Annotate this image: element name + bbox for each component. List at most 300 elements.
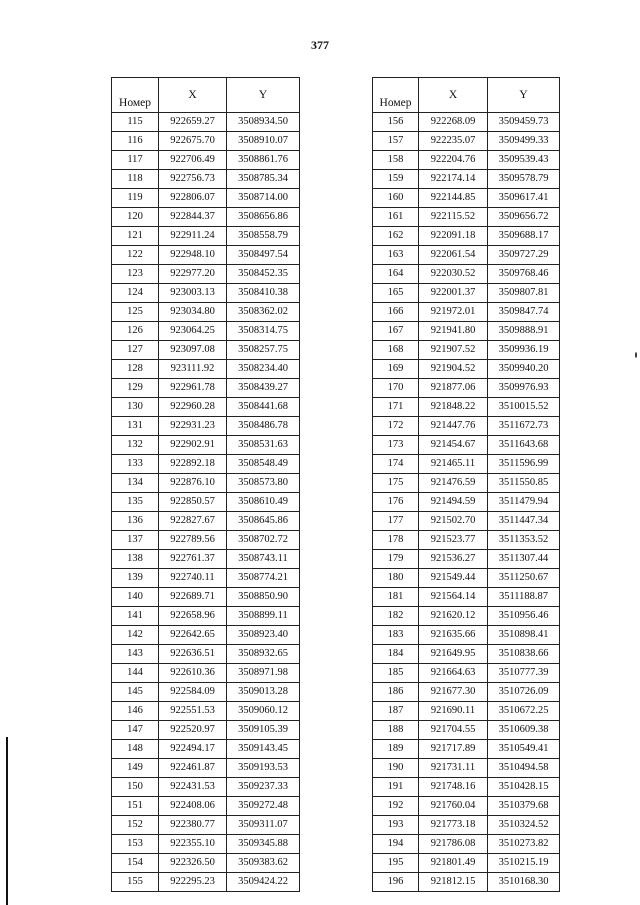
- cell-number: 120: [112, 208, 159, 227]
- cell-y: 3508548.49: [227, 455, 300, 474]
- table-row: [373, 151, 560, 170]
- table-row: [112, 151, 300, 170]
- cell-x: 921664.63: [419, 664, 488, 683]
- table-row: [112, 645, 300, 664]
- cell-x: 921907.52: [419, 341, 488, 360]
- cell-y: 3509311.07: [227, 816, 300, 835]
- cell-x: 923034.80: [159, 303, 227, 322]
- table-row: [112, 550, 300, 569]
- cell-number: 187: [373, 702, 419, 721]
- cell-x: 922584.09: [159, 683, 227, 702]
- cell-number: 141: [112, 607, 159, 626]
- table-row: [373, 778, 560, 797]
- table-row: [373, 132, 560, 151]
- cell-y: 3508497.54: [227, 246, 300, 265]
- cell-y: 3509193.53: [227, 759, 300, 778]
- cell-x: 921801.49: [419, 854, 488, 873]
- cell-y: 3508531.63: [227, 436, 300, 455]
- cell-x: 921536.27: [419, 550, 488, 569]
- cell-y: 3509617.41: [488, 189, 560, 208]
- table-row: [373, 702, 560, 721]
- cell-y: 3508971.98: [227, 664, 300, 683]
- table-row: [373, 740, 560, 759]
- table-row: [373, 531, 560, 550]
- cell-number: 161: [373, 208, 419, 227]
- cell-number: 193: [373, 816, 419, 835]
- cell-y: 3509499.33: [488, 132, 560, 151]
- cell-number: 138: [112, 550, 159, 569]
- cell-x: 921502.70: [419, 512, 488, 531]
- cell-y: 3509976.93: [488, 379, 560, 398]
- table-row: [112, 797, 300, 816]
- table-row: [373, 227, 560, 246]
- table-row: [112, 189, 300, 208]
- cell-number: 167: [373, 322, 419, 341]
- cell-y: 3510494.58: [488, 759, 560, 778]
- cell-number: 140: [112, 588, 159, 607]
- table-row: [112, 322, 300, 341]
- cell-y: 3510549.41: [488, 740, 560, 759]
- cell-x: 922204.76: [419, 151, 488, 170]
- cell-x: 922659.27: [159, 113, 227, 132]
- table-row: [373, 759, 560, 778]
- table-row: [112, 512, 300, 531]
- table-row: [373, 664, 560, 683]
- cell-x: 922326.50: [159, 854, 227, 873]
- table-row: [112, 531, 300, 550]
- cell-x: 922850.57: [159, 493, 227, 512]
- table-header-row: [373, 78, 560, 113]
- table-row: [112, 284, 300, 303]
- table-row: [373, 607, 560, 626]
- cell-y: 3509143.45: [227, 740, 300, 759]
- table-row: [373, 797, 560, 816]
- cell-y: 3508899.11: [227, 607, 300, 626]
- cell-x: 921760.04: [419, 797, 488, 816]
- cell-y: 3508362.02: [227, 303, 300, 322]
- table-row: [112, 303, 300, 322]
- page-number: 377: [311, 38, 329, 52]
- cell-number: 186: [373, 683, 419, 702]
- cell-y: 3509940.20: [488, 360, 560, 379]
- cell-y: 3509888.91: [488, 322, 560, 341]
- table-row: [112, 683, 300, 702]
- cell-x: 921454.67: [419, 436, 488, 455]
- cell-y: 3508774.21: [227, 569, 300, 588]
- cell-y: 3511188.87: [488, 588, 560, 607]
- cell-x: 921731.11: [419, 759, 488, 778]
- cell-number: 127: [112, 341, 159, 360]
- table-row: [112, 398, 300, 417]
- cell-x: 922827.67: [159, 512, 227, 531]
- cell-number: 148: [112, 740, 159, 759]
- cell-x: 921549.44: [419, 569, 488, 588]
- cell-x: 922431.53: [159, 778, 227, 797]
- table-row: [112, 246, 300, 265]
- cell-number: 195: [373, 854, 419, 873]
- cell-number: 179: [373, 550, 419, 569]
- cell-x: 922268.09: [419, 113, 488, 132]
- cell-x: 922948.10: [159, 246, 227, 265]
- cell-x: 921748.16: [419, 778, 488, 797]
- cell-y: 3510215.19: [488, 854, 560, 873]
- cell-y: 3511307.44: [488, 550, 560, 569]
- table-row: [373, 873, 560, 892]
- cell-y: 3508486.78: [227, 417, 300, 436]
- cell-number: 137: [112, 531, 159, 550]
- table-row: [373, 417, 560, 436]
- table-row: [112, 360, 300, 379]
- cell-number: 136: [112, 512, 159, 531]
- cell-x: 922030.52: [419, 265, 488, 284]
- table-row: [112, 227, 300, 246]
- table-row: [112, 626, 300, 645]
- cell-x: 923097.08: [159, 341, 227, 360]
- cell-y: 3508934.50: [227, 113, 300, 132]
- cell-y: 3508645.86: [227, 512, 300, 531]
- cell-x: 922931.23: [159, 417, 227, 436]
- cell-x: 921635.66: [419, 626, 488, 645]
- cell-x: 921717.89: [419, 740, 488, 759]
- table-row: [373, 645, 560, 664]
- cell-y: 3509807.81: [488, 284, 560, 303]
- coordinates-table-right: [372, 77, 560, 892]
- table-header-row: [112, 78, 300, 113]
- cell-y: 3508257.75: [227, 341, 300, 360]
- cell-y: 3510838.66: [488, 645, 560, 664]
- cell-y: 3510777.39: [488, 664, 560, 683]
- cell-y: 3508923.40: [227, 626, 300, 645]
- header-y: Y: [488, 78, 560, 113]
- cell-number: 150: [112, 778, 159, 797]
- cell-number: 129: [112, 379, 159, 398]
- cell-number: 177: [373, 512, 419, 531]
- table-row: [373, 721, 560, 740]
- cell-x: 922844.37: [159, 208, 227, 227]
- cell-number: 142: [112, 626, 159, 645]
- cell-y: 3509345.88: [227, 835, 300, 854]
- cell-x: 921677.30: [419, 683, 488, 702]
- cell-number: 180: [373, 569, 419, 588]
- table-row: [112, 341, 300, 360]
- cell-y: 3509727.29: [488, 246, 560, 265]
- cell-x: 923064.25: [159, 322, 227, 341]
- cell-y: 3511447.34: [488, 512, 560, 531]
- cell-number: 157: [373, 132, 419, 151]
- table-row: [112, 702, 300, 721]
- cell-x: 922001.37: [419, 284, 488, 303]
- cell-x: 921972.01: [419, 303, 488, 322]
- scan-edge-mark: [6, 737, 8, 905]
- cell-x: 921786.08: [419, 835, 488, 854]
- cell-x: 922689.71: [159, 588, 227, 607]
- cell-number: 181: [373, 588, 419, 607]
- cell-y: 3510379.68: [488, 797, 560, 816]
- cell-number: 149: [112, 759, 159, 778]
- cell-x: 922892.18: [159, 455, 227, 474]
- cell-number: 139: [112, 569, 159, 588]
- cell-number: 182: [373, 607, 419, 626]
- header-y: Y: [227, 78, 300, 113]
- cell-number: 172: [373, 417, 419, 436]
- cell-x: 922761.37: [159, 550, 227, 569]
- table-row: [112, 854, 300, 873]
- table-row: [112, 664, 300, 683]
- cell-x: 921690.11: [419, 702, 488, 721]
- cell-x: 922144.85: [419, 189, 488, 208]
- table-row: [373, 436, 560, 455]
- cell-y: 3508410.38: [227, 284, 300, 303]
- cell-number: 191: [373, 778, 419, 797]
- cell-x: 922610.36: [159, 664, 227, 683]
- cell-number: 184: [373, 645, 419, 664]
- cell-y: 3508573.80: [227, 474, 300, 493]
- cell-y: 3510609.38: [488, 721, 560, 740]
- cell-x: 921620.12: [419, 607, 488, 626]
- cell-x: 921476.59: [419, 474, 488, 493]
- table-row: [112, 455, 300, 474]
- cell-y: 3508656.86: [227, 208, 300, 227]
- cell-number: 169: [373, 360, 419, 379]
- cell-number: 133: [112, 455, 159, 474]
- cell-y: 3509847.74: [488, 303, 560, 322]
- cell-x: 922806.07: [159, 189, 227, 208]
- table-row: [373, 493, 560, 512]
- cell-y: 3510672.25: [488, 702, 560, 721]
- cell-number: 117: [112, 151, 159, 170]
- cell-x: 922911.24: [159, 227, 227, 246]
- cell-x: 921848.22: [419, 398, 488, 417]
- table-row: [112, 436, 300, 455]
- cell-x: 922675.70: [159, 132, 227, 151]
- cell-y: 3511250.67: [488, 569, 560, 588]
- table-row: [373, 284, 560, 303]
- cell-number: 152: [112, 816, 159, 835]
- cell-y: 3509539.43: [488, 151, 560, 170]
- header-number: Номер: [373, 78, 419, 113]
- cell-number: 162: [373, 227, 419, 246]
- table-row: [373, 455, 560, 474]
- cell-number: 143: [112, 645, 159, 664]
- cell-y: 3508702.72: [227, 531, 300, 550]
- table-row: [112, 208, 300, 227]
- cell-y: 3510428.15: [488, 778, 560, 797]
- table-row: [112, 379, 300, 398]
- table-row: [112, 265, 300, 284]
- cell-number: 122: [112, 246, 159, 265]
- cell-number: 173: [373, 436, 419, 455]
- header-number: Номер: [112, 78, 159, 113]
- cell-x: 922235.07: [419, 132, 488, 151]
- cell-number: 165: [373, 284, 419, 303]
- cell-y: 3508441.68: [227, 398, 300, 417]
- table-row: [373, 683, 560, 702]
- table-row: [373, 398, 560, 417]
- cell-y: 3508439.27: [227, 379, 300, 398]
- cell-x: 922642.65: [159, 626, 227, 645]
- cell-x: 921465.11: [419, 455, 488, 474]
- table-row: [373, 569, 560, 588]
- table-row: [112, 607, 300, 626]
- table-row: [373, 626, 560, 645]
- cell-x: 921904.52: [419, 360, 488, 379]
- cell-number: 134: [112, 474, 159, 493]
- table-row: [373, 303, 560, 322]
- cell-y: 3508743.11: [227, 550, 300, 569]
- cell-x: 922789.56: [159, 531, 227, 550]
- cell-x: 921523.77: [419, 531, 488, 550]
- table-row: [112, 835, 300, 854]
- cell-number: 130: [112, 398, 159, 417]
- cell-x: 922740.11: [159, 569, 227, 588]
- cell-y: 3510273.82: [488, 835, 560, 854]
- cell-number: 125: [112, 303, 159, 322]
- table-row: [112, 569, 300, 588]
- table-row: [112, 113, 300, 132]
- cell-number: 126: [112, 322, 159, 341]
- cell-number: 158: [373, 151, 419, 170]
- table-row: [373, 816, 560, 835]
- table-row: [112, 170, 300, 189]
- cell-number: 160: [373, 189, 419, 208]
- cell-x: 922380.77: [159, 816, 227, 835]
- cell-x: 922961.78: [159, 379, 227, 398]
- table-row: [373, 208, 560, 227]
- cell-y: 3508558.79: [227, 227, 300, 246]
- cell-y: 3509768.46: [488, 265, 560, 284]
- cell-number: 170: [373, 379, 419, 398]
- cell-y: 3510898.41: [488, 626, 560, 645]
- cell-number: 188: [373, 721, 419, 740]
- cell-x: 922174.14: [419, 170, 488, 189]
- table-row: [373, 113, 560, 132]
- cell-y: 3508932.65: [227, 645, 300, 664]
- cell-y: 3509237.33: [227, 778, 300, 797]
- table-row: [373, 379, 560, 398]
- cell-number: 174: [373, 455, 419, 474]
- cell-number: 164: [373, 265, 419, 284]
- cell-y: 3509424.22: [227, 873, 300, 892]
- cell-y: 3508234.40: [227, 360, 300, 379]
- cell-number: 168: [373, 341, 419, 360]
- cell-number: 145: [112, 683, 159, 702]
- table-row: [373, 588, 560, 607]
- cell-x: 922902.91: [159, 436, 227, 455]
- cell-y: 3509383.62: [227, 854, 300, 873]
- cell-y: 3511550.85: [488, 474, 560, 493]
- header-x: X: [159, 78, 227, 113]
- cell-x: 921564.14: [419, 588, 488, 607]
- cell-y: 3510956.46: [488, 607, 560, 626]
- cell-number: 119: [112, 189, 159, 208]
- cell-number: 147: [112, 721, 159, 740]
- cell-number: 151: [112, 797, 159, 816]
- table-row: [373, 170, 560, 189]
- table-row: [112, 474, 300, 493]
- cell-number: 176: [373, 493, 419, 512]
- cell-number: 185: [373, 664, 419, 683]
- cell-x: 922408.06: [159, 797, 227, 816]
- cell-y: 3511643.68: [488, 436, 560, 455]
- table-row: [112, 740, 300, 759]
- scan-speck: [635, 352, 637, 358]
- cell-y: 3508714.00: [227, 189, 300, 208]
- cell-x: 922061.54: [419, 246, 488, 265]
- cell-number: 190: [373, 759, 419, 778]
- cell-x: 922977.20: [159, 265, 227, 284]
- cell-number: 118: [112, 170, 159, 189]
- table-row: [373, 341, 560, 360]
- table-row: [373, 322, 560, 341]
- cell-number: 159: [373, 170, 419, 189]
- cell-number: 192: [373, 797, 419, 816]
- cell-number: 131: [112, 417, 159, 436]
- cell-x: 922876.10: [159, 474, 227, 493]
- cell-y: 3509688.17: [488, 227, 560, 246]
- table-row: [373, 512, 560, 531]
- cell-x: 921649.95: [419, 645, 488, 664]
- cell-y: 3508452.35: [227, 265, 300, 284]
- cell-y: 3509656.72: [488, 208, 560, 227]
- cell-y: 3509272.48: [227, 797, 300, 816]
- table-row: [373, 854, 560, 873]
- cell-x: 922461.87: [159, 759, 227, 778]
- cell-y: 3511353.52: [488, 531, 560, 550]
- cell-y: 3511479.94: [488, 493, 560, 512]
- table-row: [112, 493, 300, 512]
- cell-x: 922960.28: [159, 398, 227, 417]
- table-row: [373, 189, 560, 208]
- cell-number: 156: [373, 113, 419, 132]
- cell-y: 3508610.49: [227, 493, 300, 512]
- cell-x: 922706.49: [159, 151, 227, 170]
- cell-x: 923003.13: [159, 284, 227, 303]
- cell-number: 166: [373, 303, 419, 322]
- cell-number: 123: [112, 265, 159, 284]
- cell-x: 921447.76: [419, 417, 488, 436]
- cell-number: 144: [112, 664, 159, 683]
- cell-number: 146: [112, 702, 159, 721]
- table-row: [373, 265, 560, 284]
- cell-number: 189: [373, 740, 419, 759]
- table-row: [112, 588, 300, 607]
- cell-number: 124: [112, 284, 159, 303]
- cell-x: 922756.73: [159, 170, 227, 189]
- table-row: [373, 246, 560, 265]
- cell-number: 196: [373, 873, 419, 892]
- cell-y: 3511596.99: [488, 455, 560, 474]
- cell-x: 922551.53: [159, 702, 227, 721]
- cell-number: 132: [112, 436, 159, 455]
- cell-x: 923111.92: [159, 360, 227, 379]
- table-row: [112, 778, 300, 797]
- cell-number: 171: [373, 398, 419, 417]
- cell-x: 922091.18: [419, 227, 488, 246]
- cell-x: 921812.15: [419, 873, 488, 892]
- table-row: [112, 721, 300, 740]
- cell-y: 3510168.30: [488, 873, 560, 892]
- header-x: X: [419, 78, 488, 113]
- cell-y: 3510726.09: [488, 683, 560, 702]
- table-row: [112, 759, 300, 778]
- cell-x: 921773.18: [419, 816, 488, 835]
- cell-y: 3509578.79: [488, 170, 560, 189]
- cell-y: 3509060.12: [227, 702, 300, 721]
- cell-y: 3511672.73: [488, 417, 560, 436]
- cell-y: 3510015.52: [488, 398, 560, 417]
- cell-y: 3508910.07: [227, 132, 300, 151]
- coordinates-table-left: [111, 77, 300, 892]
